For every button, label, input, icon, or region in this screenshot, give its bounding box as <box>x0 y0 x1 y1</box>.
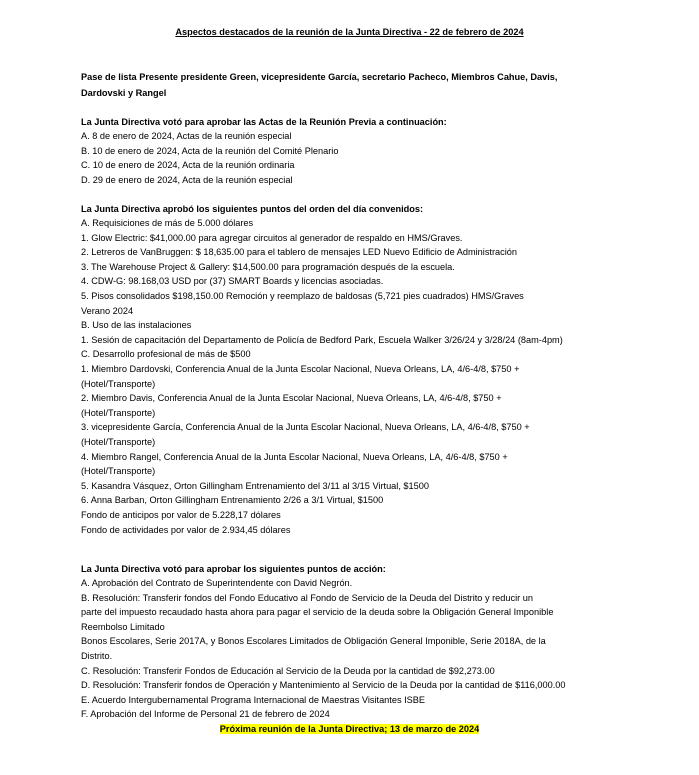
document-title: Aspectos destacados de la reunión de la Junta Directiva - 22 de febrero de 2024 <box>175 27 524 37</box>
minutes-heading: La Junta Directiva votó para aprobar las Actas de la Reunión Previa a continuación: <box>81 117 447 127</box>
list-item: Bonos Escolares, Serie 2017A, y Bonos Escolares Limitados de Obligación General Imponible, Serie 2018A, de la <box>81 636 546 647</box>
list-item: C. Desarrollo profesional de más de $500 <box>81 349 251 360</box>
list-item: A. 8 de enero de 2024, Actas de la reunión especial <box>81 131 292 141</box>
next-meeting-text: Próxima reunión de la Junta Directiva; 13 de marzo de 2024 <box>219 724 480 734</box>
list-item: (Hotel/Transporte) <box>81 437 156 447</box>
list-item: A. Aprobación del Contrato de Superintendente con David Negrón. <box>81 578 353 588</box>
list-item: 3. The Warehouse Project & Gallery: $14,500.00 para programación después de la escuela. <box>81 261 455 272</box>
list-item: 1. Glow Electric: $41,000.00 para agregar circuitos al generador de respaldo en HMS/Graves. <box>81 232 463 243</box>
list-item: 1. Miembro Dardovski, Conferencia Anual de la Junta Escolar Nacional, Nueva Orleans, LA, 4/6-4/8, $750 + <box>81 364 520 374</box>
list-item: Verano 2024 <box>81 305 134 316</box>
list-item: 6. Anna Barban, Orton Gillingham Entrenamiento 2/26 a 3/1 Virtual, $1500 <box>81 495 384 506</box>
list-item: (Hotel/Transporte) <box>81 378 156 389</box>
list-item: Fondo de actividades por valor de 2.934,45 dólares <box>81 524 291 535</box>
agenda-heading: La Junta Directiva aprobó los siguientes puntos del orden del día convenidos: <box>81 204 424 214</box>
roll-call-line-1: Pase de lista Presente presidente Green, vicepresidente García, secretario Pacheco, Miembros Cahue, Davis, <box>81 72 558 82</box>
list-item: B. Uso de las instalaciones <box>81 320 192 331</box>
list-item: 2. Letreros de VanBruggen: $ 18,635.00 para el tablero de mensajes LED Nuevo Edificio de Administración <box>81 247 517 258</box>
actions-heading: La Junta Directiva votó para aprobar los siguientes puntos de acción: <box>81 564 386 574</box>
list-item: 5. Kasandra Vásquez, Orton Gillingham Entrenamiento del 3/11 al 3/15 Virtual, $1500 <box>81 480 429 491</box>
list-item: B. 10 de enero de 2024, Acta de la reunión del Comité Plenario <box>81 145 339 156</box>
list-item: (Hotel/Transporte) <box>81 466 156 477</box>
list-item: F. Aprobación del Informe de Personal 21 de febrero de 2024 <box>81 709 330 720</box>
list-item: B. Resolución: Transferir fondos del Fondo Educativo al Fondo de Servicio de la Deuda del Distrito y reducir un <box>81 592 533 603</box>
list-item: (Hotel/Transporte) <box>81 407 156 418</box>
list-item: 1. Sesión de capacitación del Departamento de Policía de Bedford Park, Escuela Walker 3/26/24 y 3/28/24 (8am-4pm) <box>81 334 563 345</box>
list-item: C. 10 de enero de 2024, Acta de la reunión ordinaria <box>81 160 295 171</box>
list-item: Reembolso Limitado <box>81 621 165 632</box>
list-item: 4. Miembro Rangel, Conferencia Anual de la Junta Escolar Nacional, Nueva Orleans, LA, 4/6-4/8, $750 + <box>81 451 508 462</box>
list-item: D. 29 de enero de 2024, Acta de la reunión especial <box>81 174 293 185</box>
list-item: D. Resolución: Transferir fondos de Operación y Mantenimiento al Servicio de la Deuda por la cantidad de $116,000.00 <box>81 680 566 691</box>
list-item: 3. vicepresidente García, Conferencia Anual de la Junta Escolar Nacional, Nueva Orleans, LA, 4/6-4/8, $750 + <box>81 422 530 433</box>
list-item: parte del impuesto recaudado hasta ahora para pagar el servicio de la deuda sobre la Obligación General Imponible <box>81 607 554 618</box>
list-item: Fondo de anticipos por valor de 5.228,17 dólares <box>81 510 281 520</box>
list-item: C. Resolución: Transferir Fondos de Educación al Servicio de la Deuda por la cantidad de $92,273.00 <box>81 665 495 676</box>
list-item: 5. Pisos consolidados $198,150.00 Remoción y reemplazo de baldosas (5,721 pies cuadrados) HMS/Graves <box>81 291 524 301</box>
list-item: A. Requisiciones de más de 5.000 dólares <box>81 218 254 228</box>
roll-call-line-2: Dardovski y Rangel <box>81 88 167 98</box>
list-item: 2. Miembro Davis, Conferencia Anual de la Junta Escolar Nacional, Nueva Orleans, LA, 4/6-4/8, $750 + <box>81 393 502 404</box>
list-item: Distrito. <box>81 651 113 661</box>
list-item: E. Acuerdo Intergubernamental Programa Internacional de Maestras Visitantes ISBE <box>81 694 426 705</box>
list-item: 4. CDW-G: 98.168,03 USD por (37) SMART Boards y licencias asociadas. <box>81 276 384 287</box>
next-meeting <box>0 723 699 735</box>
